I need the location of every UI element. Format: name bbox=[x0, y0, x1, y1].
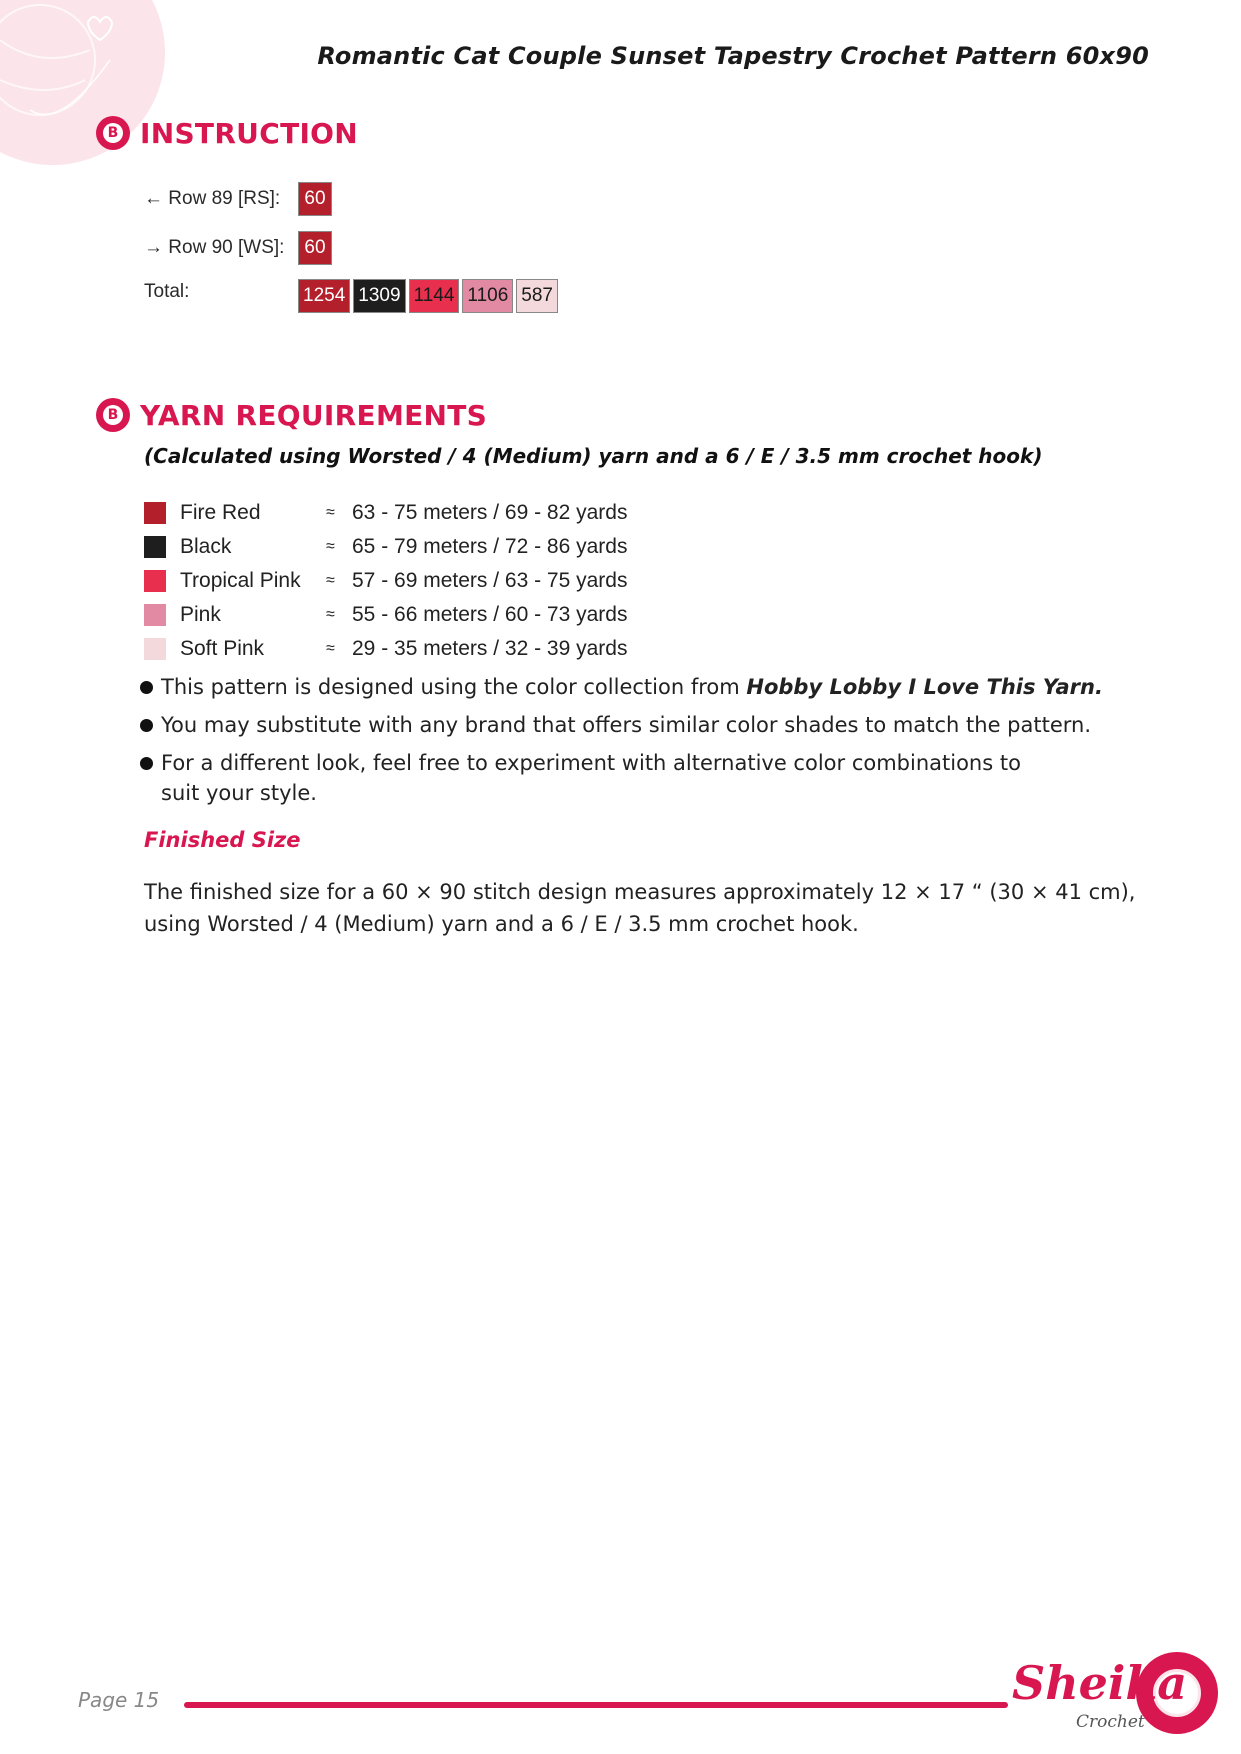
yarn-item bbox=[144, 598, 627, 632]
yarn-name: Pink bbox=[180, 603, 221, 626]
total-cell-black: 1309 bbox=[353, 279, 405, 313]
note-text: This pattern is designed using the color collection from bbox=[161, 675, 747, 699]
document-title: Romantic Cat Couple Sunset Tapestry Crochet Pattern 60x90 bbox=[317, 42, 1149, 70]
color-swatch bbox=[144, 502, 166, 524]
yarn-amount: 55 - 66 meters / 60 - 73 yards bbox=[352, 603, 628, 626]
color-swatch bbox=[144, 638, 166, 660]
yarn-heading: YARN REQUIREMENTS bbox=[140, 398, 488, 432]
yarn-name: Tropical Pink bbox=[180, 569, 301, 592]
total-cell-pink: 1106 bbox=[462, 279, 513, 313]
approx-symbol: ≈ bbox=[326, 504, 335, 521]
yarn-name: Fire Red bbox=[180, 501, 261, 524]
yarn-subtitle: (Calculated using Worsted / 4 (Medium) yarn and a 6 / E / 3.5 mm crochet hook) bbox=[144, 444, 1043, 468]
row-89-line bbox=[144, 182, 335, 216]
logo-main-text: Sheika bbox=[1012, 1656, 1188, 1710]
logo-sub-text: Crochet bbox=[1076, 1712, 1145, 1732]
total-label: Total: bbox=[144, 281, 190, 302]
color-swatch bbox=[144, 570, 166, 592]
yarn-amount: 65 - 79 meters / 72 - 86 yards bbox=[352, 535, 628, 558]
notes-list bbox=[140, 672, 1150, 816]
note-item bbox=[140, 672, 1150, 702]
bullet-icon bbox=[140, 757, 153, 770]
yarn-item bbox=[144, 632, 627, 666]
yarn-heading-block bbox=[96, 398, 487, 432]
approx-symbol: ≈ bbox=[326, 572, 335, 589]
total-line bbox=[144, 279, 561, 313]
row-89-cell: 60 bbox=[298, 182, 332, 216]
color-swatch bbox=[144, 536, 166, 558]
total-cell-tropical-pink: 1144 bbox=[409, 279, 460, 313]
instruction-heading-block bbox=[96, 116, 358, 150]
color-swatch bbox=[144, 604, 166, 626]
yarn-name: Black bbox=[180, 535, 232, 558]
bullet-icon bbox=[140, 719, 153, 732]
yarn-badge-icon: B bbox=[96, 398, 130, 432]
bullet-icon bbox=[140, 681, 153, 694]
yarn-amount: 57 - 69 meters / 63 - 75 yards bbox=[352, 569, 628, 592]
approx-symbol: ≈ bbox=[326, 538, 335, 555]
note-text: For a different look, feel free to experiment with alternative color combinations to suit your style. bbox=[161, 751, 1021, 805]
row-90-line bbox=[144, 231, 335, 265]
yarn-list bbox=[144, 496, 627, 666]
note-text: You may substitute with any brand that offers similar color shades to match the pattern. bbox=[161, 713, 1091, 737]
yarn-name: Soft Pink bbox=[180, 637, 265, 660]
brand-name: Hobby Lobby I Love This Yarn. bbox=[746, 675, 1103, 699]
yarn-item bbox=[144, 530, 627, 564]
brand-logo bbox=[1012, 1652, 1218, 1742]
yarn-item bbox=[144, 564, 627, 598]
yarn-badge-icon: B bbox=[96, 116, 130, 150]
finished-size-text: The finished size for a 60 × 90 stitch design measures approximately 12 × 17 “ (30 × 41 cm), using Worsted / 4 (Medium) yarn and a 6 / E / 3.5 mm crochet hook. bbox=[144, 880, 1136, 936]
approx-symbol: ≈ bbox=[326, 606, 335, 623]
instruction-heading: INSTRUCTION bbox=[140, 116, 359, 150]
row-90-label: → Row 90 [WS]: bbox=[144, 237, 285, 258]
row-89-label: ← Row 89 [RS]: bbox=[144, 188, 281, 209]
yarn-item bbox=[144, 496, 627, 530]
total-cell-fire-red: 1254 bbox=[298, 279, 350, 313]
row-90-cell: 60 bbox=[298, 231, 332, 265]
note-item bbox=[140, 748, 1150, 808]
finished-size-heading: Finished Size bbox=[144, 828, 301, 852]
footer-divider bbox=[184, 1702, 1008, 1708]
yarn-amount: 63 - 75 meters / 69 - 82 yards bbox=[352, 501, 628, 524]
total-cell-soft-pink: 587 bbox=[516, 279, 558, 313]
yarn-amount: 29 - 35 meters / 32 - 39 yards bbox=[352, 637, 628, 660]
approx-symbol: ≈ bbox=[326, 640, 335, 657]
note-item bbox=[140, 710, 1150, 740]
page-number: Page 15 bbox=[78, 1688, 160, 1712]
